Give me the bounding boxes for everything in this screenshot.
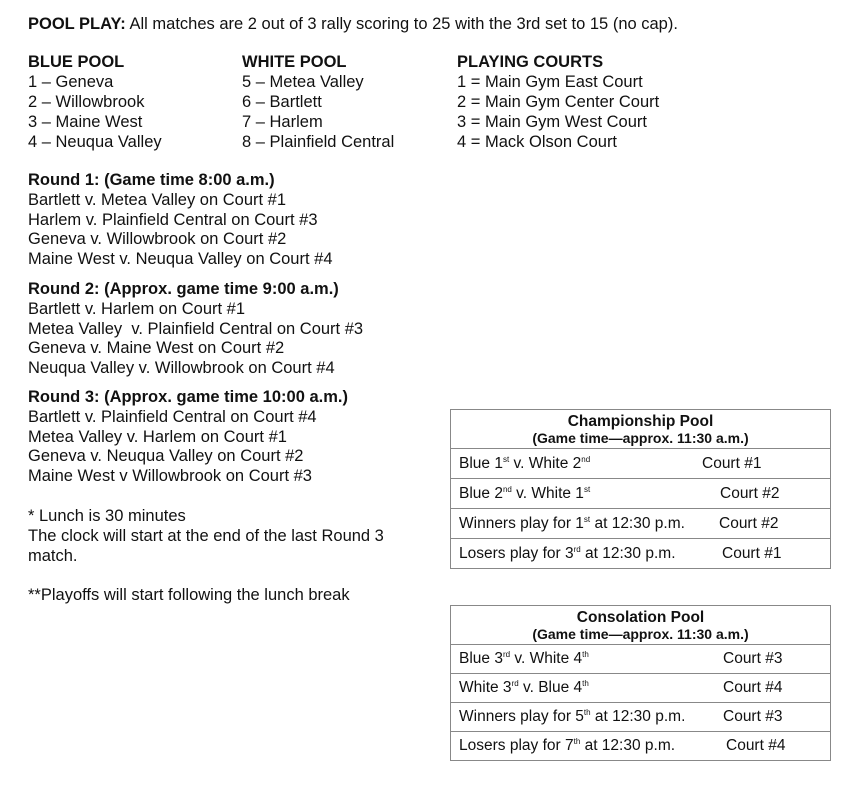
- consolation-pool-table: [450, 605, 831, 761]
- court-item: 2 = Main Gym Center Court: [457, 93, 660, 111]
- clock-note-cont: match.: [28, 546, 78, 565]
- intro-label: POOL PLAY:: [28, 15, 126, 33]
- consolation-pool-header: [451, 606, 831, 645]
- blue-pool-title: BLUE POOL: [28, 53, 125, 71]
- matchup: Winners play for 5th at 12:30 p.m.: [451, 703, 703, 732]
- table-row: [451, 703, 831, 732]
- table-row: [451, 645, 831, 674]
- table-row: [451, 732, 831, 761]
- table-row: [451, 674, 831, 703]
- round-3: [28, 388, 348, 487]
- blue-pool-team: 4 – Neuqua Valley: [28, 133, 162, 151]
- white-pool: [242, 52, 394, 152]
- match: Metea Valley v. Plainfield Central on Court #3: [28, 319, 364, 338]
- intro-text: All matches are 2 out of 3 rally scoring to 25 with the 3rd set to 15 (no cap).: [125, 15, 678, 33]
- table-row: [451, 509, 831, 539]
- matchup: Blue 1st v. White 2nd: [451, 449, 703, 479]
- match: Geneva v. Neuqua Valley on Court #2: [28, 447, 304, 466]
- consolation-pool-subtitle: (Game time—approx. 11:30 a.m.): [532, 626, 749, 642]
- court: Court #4: [702, 674, 831, 703]
- table-row: [451, 449, 831, 479]
- clock-note: The clock will start at the end of the last Round 3: [28, 526, 384, 545]
- round-2: [28, 280, 363, 379]
- matchup: White 3rd v. Blue 4th: [451, 674, 703, 703]
- lunch-note: * Lunch is 30 minutes: [28, 507, 186, 525]
- matchup: Losers play for 7th at 12:30 p.m.: [451, 732, 703, 761]
- match: Geneva v. Maine West on Court #2: [28, 339, 285, 358]
- matchup: Winners play for 1st at 12:30 p.m.: [451, 509, 703, 539]
- matchup: Blue 3rd v. White 4th: [451, 645, 703, 674]
- match: Maine West v. Neuqua Valley on Court #4: [28, 250, 333, 269]
- court: Court #2: [702, 509, 831, 539]
- court-item: 4 = Mack Olson Court: [457, 133, 618, 151]
- round-title: Round 2: (Approx. game time 9:00 a.m.): [28, 280, 339, 298]
- blue-pool-team: 2 – Willowbrook: [28, 93, 145, 111]
- court: Court #3: [702, 645, 831, 674]
- court-item: 3 = Main Gym West Court: [457, 113, 647, 131]
- round-1: [28, 171, 333, 270]
- court-item: 1 = Main Gym East Court: [457, 73, 643, 91]
- match: Neuqua Valley v. Willowbrook on Court #4: [28, 359, 335, 378]
- playing-courts-title: PLAYING COURTS: [457, 53, 604, 71]
- round-title: Round 1: (Game time 8:00 a.m.): [28, 171, 275, 189]
- white-pool-team: 8 – Plainfield Central: [242, 133, 395, 151]
- white-pool-title: WHITE POOL: [242, 53, 347, 71]
- match: Maine West v Willowbrook on Court #3: [28, 467, 312, 486]
- match: Metea Valley v. Harlem on Court #1: [28, 427, 287, 446]
- white-pool-team: 7 – Harlem: [242, 113, 323, 131]
- blue-pool-team: 3 – Maine West: [28, 113, 143, 131]
- consolation-pool-title: Consolation Pool: [576, 609, 705, 626]
- court: Court #3: [702, 703, 831, 732]
- court: Court #2: [702, 479, 831, 509]
- matchup: Blue 2nd v. White 1st: [451, 479, 703, 509]
- championship-pool-subtitle: (Game time—approx. 11:30 a.m.): [532, 430, 749, 446]
- white-pool-team: 6 – Bartlett: [242, 93, 322, 111]
- playing-courts: [457, 52, 659, 152]
- court: Court #1: [702, 449, 831, 479]
- white-pool-team: 5 – Metea Valley: [242, 73, 364, 91]
- court: Court #4: [702, 732, 831, 761]
- blue-pool: [28, 52, 162, 152]
- round-title: Round 3: (Approx. game time 10:00 a.m.): [28, 388, 348, 406]
- match: Geneva v. Willowbrook on Court #2: [28, 230, 287, 249]
- blue-pool-team: 1 – Geneva: [28, 73, 114, 91]
- match: Bartlett v. Metea Valley on Court #1: [28, 190, 287, 209]
- championship-pool-title: Championship Pool: [567, 413, 714, 430]
- table-row: [451, 479, 831, 509]
- championship-pool-header: [451, 410, 831, 449]
- pool-play-intro: [28, 14, 678, 34]
- match: Harlem v. Plainfield Central on Court #3: [28, 210, 318, 229]
- table-row: [451, 539, 831, 569]
- matchup: Losers play for 3rd at 12:30 p.m.: [451, 539, 703, 569]
- notes: [28, 507, 384, 606]
- match: Bartlett v. Plainfield Central on Court #4: [28, 407, 317, 426]
- court: Court #1: [702, 539, 831, 569]
- playoffs-note: **Playoffs will start following the lunch break: [28, 586, 350, 605]
- match: Bartlett v. Harlem on Court #1: [28, 299, 246, 318]
- championship-pool-table: [450, 409, 831, 569]
